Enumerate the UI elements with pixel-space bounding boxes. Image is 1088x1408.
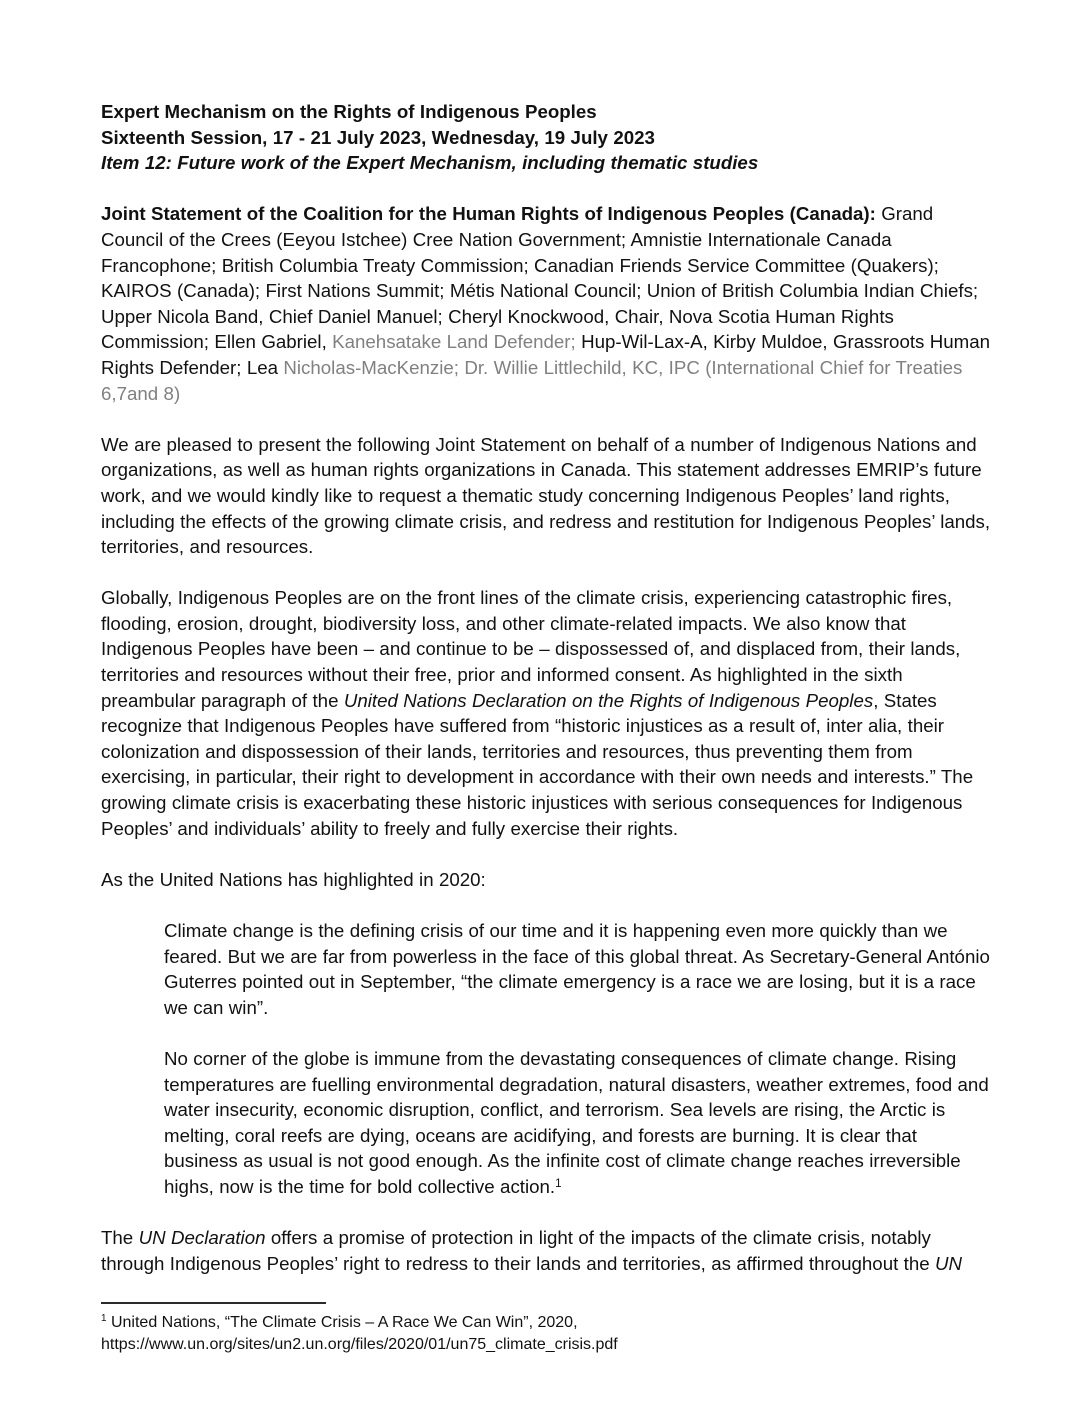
- blockquote-climate-crisis: Climate change is the defining crisis of our time and it is happening even more quickly than we feared. But we are far from powerless in the face of this global threat. As Secretary-General António Guterres pointed out in September, “the climate emergency is a race we are losing, but it is a race we can win”.: [164, 920, 996, 1018]
- climate-context-paragraph: Globally, Indigenous Peoples are on the front lines of the climate crisis, experiencing catastrophic fires, flooding, erosion, drought, biodiversity loss, and other climate-related impacts. We also know that Indigenous Peoples have been – and continue to be – dispossessed of, and displaced from, their lands, territories and resources without their free, prior and informed consent. As highlighted in the sixth preambular paragraph of the United Nations Declaration on the Rights of Indigenous Peoples, States recognize that Indigenous Peoples have suffered from “historic injustices as a result of, inter alia, their colonization and dispossession of their lands, territories and resources, thus preventing them from exercising, in particular, their right to development in accordance with their own needs and interests.” The growing climate crisis is exacerbating these historic injustices with serious consequences for Indigenous Peoples’ and individuals’ ability to freely and fully exercise their rights.: [101, 587, 979, 839]
- un-highlight-lead: As the United Nations has highlighted in 2020:: [101, 868, 486, 890]
- footnote-section: [101, 1302, 993, 1357]
- footnote-citation-line: $^1$ United Nations, “The Climate Crisis – A Race We Can Win”, 2020,: [101, 1313, 578, 1331]
- blockquote-no-corner: No corner of the globe is immune from the devastating consequences of climate change. Rising temperatures are fuelling environmental degradation, natural disasters, weather extremes, food and water insecurity, economic disruption, conflict, and terrorism. Sea levels are rising, the Arctic is melting, coral reefs are dying, oceans are acidifying, and forests are burning. It is clear that business as usual is not good enough. As the infinite cost of climate change reaches irreversible highs, now is the time for bold collective action.$^1$: [164, 1047, 995, 1197]
- un-declaration-paragraph: The UN Declaration offers a promise of protection in light of the impacts of the climate crisis, notably through Indigenous Peoples’ right to redress to their lands and territories, as affirmed throughout the UN: [101, 1227, 963, 1274]
- footnote-url-line: https://www.un.org/sites/un2.un.org/files/2020/01/un75_climate_crisis.pdf: [101, 1336, 618, 1354]
- header-line-session-title: Expert Mechanism on the Rights of Indigenous Peoples: [101, 101, 597, 122]
- document-header: [101, 99, 993, 176]
- footnote-separator-rule: [101, 1302, 326, 1304]
- header-line-agenda-item: Item 12: Future work of the Expert Mechanism, including thematic studies: [101, 152, 759, 174]
- header-line-session-dates: Sixteenth Session, 17 - 21 July 2023, Wednesday, 19 July 2023: [101, 126, 655, 148]
- joint-statement-paragraph: Joint Statement of the Coalition for the Human Rights of Indigenous Peoples (Canada): Grand Council of the Crees (Eeyou Istchee) Cree Nation Government; Amnistie Internationale Canada Francophone; British Columbia Treaty Commission; Canadian Friends Service Committee (Quakers); KAIROS (Canada); First Nations Summit; Métis National Council; Union of British Columbia Indian Chiefs; Upper Nicola Band, Chief Daniel Manuel; Cheryl Knockwood, Chair, Nova Scotia Human Rights Commission; Ellen Gabriel, Kanehsatake Land Defender; Hup-Wil-Lax-A, Kirby Muldoe, Grassroots Human Rights Defender; Lea Nicholas-MacKenzie; Dr. Willie Littlechild, KC, IPC (International Chief for Treaties 6,7and 8): [101, 203, 996, 404]
- document-content: [101, 99, 996, 1357]
- intro-paragraph: We are pleased to present the following Joint Statement on behalf of a number of Indigenous Nations and organizations, as well as human rights organizations in Canada. This statement addresses EMRIP’s future work, and we would kindly like to request a thematic study concerning Indigenous Peoples’ land rights, including the effects of the growing climate crisis, and redress and restitution for Indigenous Peoples’ lands, territories, and resources.: [101, 433, 996, 558]
